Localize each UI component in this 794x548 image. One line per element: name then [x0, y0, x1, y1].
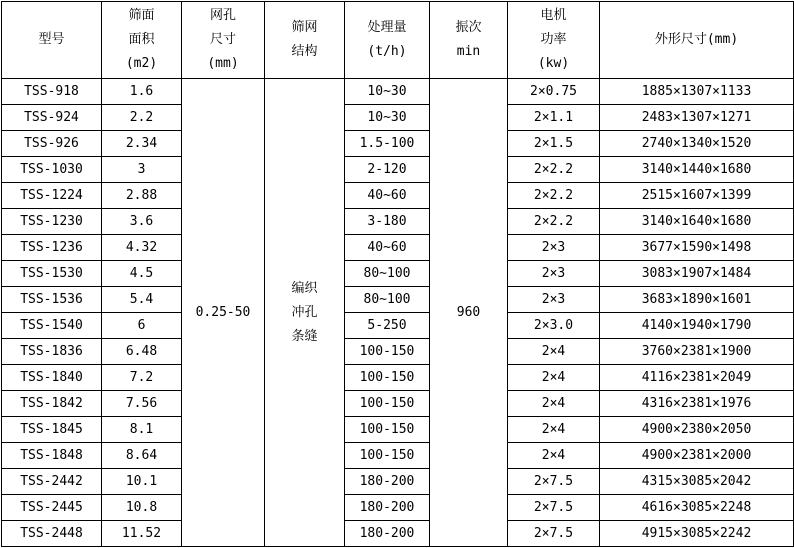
dimensions-cell: 4316×2381×1976 [600, 391, 794, 417]
capacity-cell: 80~100 [345, 287, 430, 313]
structure-line: 冲孔 [291, 304, 318, 320]
model-cell: TSS-1530 [2, 261, 102, 287]
capacity-cell: 10~30 [345, 105, 430, 131]
spec-table [1, 1, 794, 547]
table-row [2, 157, 794, 183]
model-cell: TSS-1842 [2, 391, 102, 417]
table-row [2, 495, 794, 521]
col-header-capacity [345, 2, 430, 79]
header-unit: (kw) [537, 56, 570, 71]
model-cell: TSS-1230 [2, 209, 102, 235]
header-label: 筛面 [128, 8, 155, 23]
col-header-structure [265, 2, 345, 79]
power-cell: 2×3 [508, 235, 600, 261]
table-row [2, 131, 794, 157]
header-label: 振次 [455, 20, 482, 35]
table-row [2, 183, 794, 209]
header-label: 型号 [38, 32, 65, 47]
power-cell: 2×2.2 [508, 209, 600, 235]
area-cell: 4.5 [102, 261, 182, 287]
power-cell: 2×7.5 [508, 495, 600, 521]
power-cell: 2×1.1 [508, 105, 600, 131]
table-row [2, 261, 794, 287]
area-cell: 1.6 [102, 79, 182, 105]
capacity-cell: 100-150 [345, 391, 430, 417]
power-cell: 2×2.2 [508, 183, 600, 209]
capacity-cell: 5-250 [345, 313, 430, 339]
table-row [2, 339, 794, 365]
dimensions-cell: 4315×3085×2042 [600, 469, 794, 495]
col-header-model [2, 2, 102, 79]
table-row [2, 365, 794, 391]
col-header-power [508, 2, 600, 79]
dimensions-cell: 1885×1307×1133 [600, 79, 794, 105]
header-unit: min [456, 44, 481, 59]
header-label: 功率 [540, 32, 567, 47]
power-cell: 2×7.5 [508, 469, 600, 495]
model-cell: TSS-2445 [2, 495, 102, 521]
col-header-mesh-size [182, 2, 265, 79]
header-label: 筛网 [291, 20, 318, 35]
model-cell: TSS-1836 [2, 339, 102, 365]
area-cell: 7.56 [102, 391, 182, 417]
table-row [2, 469, 794, 495]
dimensions-cell: 3683×1890×1601 [600, 287, 794, 313]
structure-merged-cell [265, 79, 345, 547]
capacity-cell: 1.5-100 [345, 131, 430, 157]
power-cell: 2×3 [508, 287, 600, 313]
capacity-cell: 180-200 [345, 521, 430, 547]
power-cell: 2×0.75 [508, 79, 600, 105]
power-cell: 2×1.5 [508, 131, 600, 157]
capacity-cell: 3-180 [345, 209, 430, 235]
dimensions-cell: 3140×1640×1680 [600, 209, 794, 235]
area-cell: 6 [102, 313, 182, 339]
capacity-cell: 10~30 [345, 79, 430, 105]
col-header-frequency [430, 2, 508, 79]
area-cell: 2.88 [102, 183, 182, 209]
area-cell: 8.64 [102, 443, 182, 469]
power-cell: 2×4 [508, 417, 600, 443]
model-cell: TSS-1536 [2, 287, 102, 313]
area-cell: 7.2 [102, 365, 182, 391]
power-cell: 2×4 [508, 443, 600, 469]
dimensions-cell: 2740×1340×1520 [600, 131, 794, 157]
area-cell: 2.34 [102, 131, 182, 157]
header-label: 结构 [291, 44, 318, 59]
area-cell: 10.8 [102, 495, 182, 521]
capacity-cell: 80~100 [345, 261, 430, 287]
dimensions-cell: 3140×1440×1680 [600, 157, 794, 183]
header-label: 网孔 [209, 8, 236, 23]
table-row [2, 79, 794, 105]
area-cell: 8.1 [102, 417, 182, 443]
area-cell: 3.6 [102, 209, 182, 235]
header-label: 处理量 [367, 20, 407, 35]
dimensions-cell: 4116×2381×2049 [600, 365, 794, 391]
dimensions-cell: 2483×1307×1271 [600, 105, 794, 131]
model-cell: TSS-2442 [2, 469, 102, 495]
capacity-cell: 2-120 [345, 157, 430, 183]
model-cell: TSS-918 [2, 79, 102, 105]
header-unit: (mm) [207, 56, 239, 71]
power-cell: 2×3 [508, 261, 600, 287]
dimensions-cell: 3083×1907×1484 [600, 261, 794, 287]
col-header-area [102, 2, 182, 79]
model-cell: TSS-1845 [2, 417, 102, 443]
capacity-cell: 40~60 [345, 235, 430, 261]
capacity-cell: 180-200 [345, 495, 430, 521]
power-cell: 2×7.5 [508, 521, 600, 547]
table-row [2, 105, 794, 131]
model-cell: TSS-1848 [2, 443, 102, 469]
table-row [2, 313, 794, 339]
dimensions-cell: 4915×3085×2242 [600, 521, 794, 547]
header-unit: (m2) [125, 56, 158, 71]
power-cell: 2×4 [508, 365, 600, 391]
dimensions-cell: 3677×1590×1498 [600, 235, 794, 261]
dimensions-cell: 4900×2380×2050 [600, 417, 794, 443]
power-cell: 2×2.2 [508, 157, 600, 183]
model-cell: TSS-1224 [2, 183, 102, 209]
dimensions-cell: 2515×1607×1399 [600, 183, 794, 209]
area-cell: 4.32 [102, 235, 182, 261]
header-unit: (t/h) [367, 44, 407, 59]
power-cell: 2×3.0 [508, 313, 600, 339]
capacity-cell: 100-150 [345, 417, 430, 443]
table-row [2, 521, 794, 547]
area-cell: 5.4 [102, 287, 182, 313]
table-row [2, 287, 794, 313]
header-label: 面积 [128, 32, 155, 47]
area-cell: 2.2 [102, 105, 182, 131]
capacity-cell: 180-200 [345, 469, 430, 495]
col-header-dimensions [600, 2, 794, 79]
dimensions-cell: 4616×3085×2248 [600, 495, 794, 521]
header-row [2, 2, 794, 79]
structure-line: 条缝 [291, 328, 318, 344]
area-cell: 6.48 [102, 339, 182, 365]
dimensions-cell: 4900×2381×2000 [600, 443, 794, 469]
capacity-cell: 100-150 [345, 365, 430, 391]
power-cell: 2×4 [508, 339, 600, 365]
dimensions-cell: 3760×2381×1900 [600, 339, 794, 365]
header-label: 尺寸 [209, 32, 236, 47]
capacity-cell: 100-150 [345, 339, 430, 365]
area-cell: 11.52 [102, 521, 182, 547]
capacity-cell: 40~60 [345, 183, 430, 209]
model-cell: TSS-924 [2, 105, 102, 131]
area-cell: 3 [102, 157, 182, 183]
model-cell: TSS-1840 [2, 365, 102, 391]
model-cell: TSS-926 [2, 131, 102, 157]
model-cell: TSS-2448 [2, 521, 102, 547]
dimensions-cell: 4140×1940×1790 [600, 313, 794, 339]
structure-line: 编织 [291, 280, 318, 296]
power-cell: 2×4 [508, 391, 600, 417]
area-cell: 10.1 [102, 469, 182, 495]
mesh-size-merged-cell: 0.25-50 [182, 79, 265, 547]
table-row [2, 235, 794, 261]
model-cell: TSS-1030 [2, 157, 102, 183]
capacity-cell: 100-150 [345, 443, 430, 469]
header-label: 外形尺寸(mm) [654, 32, 739, 47]
model-cell: TSS-1236 [2, 235, 102, 261]
table-row [2, 417, 794, 443]
header-label: 电机 [540, 8, 567, 23]
model-cell: TSS-1540 [2, 313, 102, 339]
frequency-merged-cell: 960 [430, 79, 508, 547]
table-row [2, 443, 794, 469]
table-row [2, 391, 794, 417]
table-row [2, 209, 794, 235]
